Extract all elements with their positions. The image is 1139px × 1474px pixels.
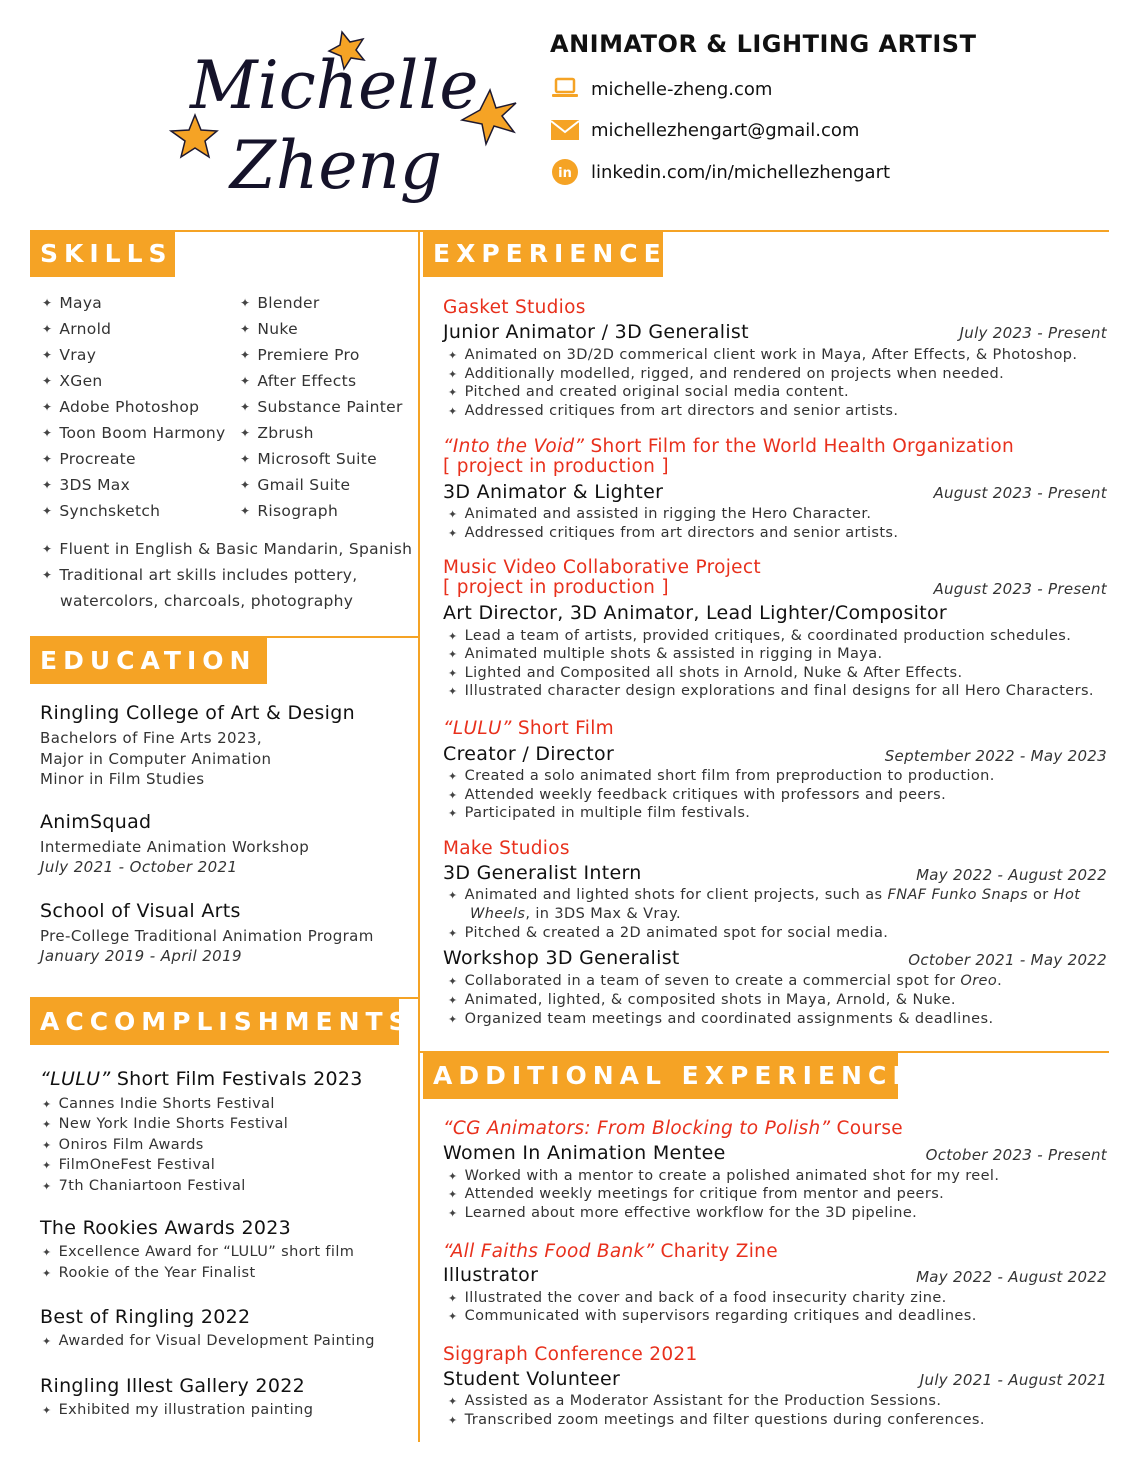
edu-line: Minor in Film Studies <box>40 770 205 788</box>
accomplishment-bullet: ✦ Excellence Award for “LULU” short film <box>42 1244 355 1260</box>
add-date: October 2023 - Present <box>925 1146 1107 1164</box>
add-role: Illustrator <box>443 1264 539 1286</box>
exp-org: Make Studios <box>443 838 570 859</box>
exp-org-status: [ project in production ] <box>443 577 669 598</box>
contact-linkedin-text[interactable]: linkedin.com/in/michellezhengart <box>591 161 891 183</box>
skill-item: ✦ Toon Boom Harmony <box>42 424 226 442</box>
add-bullet: ✦ Attended weekly meetings for critique from mentor and peers. <box>448 1186 945 1202</box>
skill-item: ✦ Microsoft Suite <box>240 450 377 468</box>
exp-date: September 2022 - May 2023 <box>884 747 1107 765</box>
handwritten-name-logo <box>160 20 525 210</box>
exp-role: Workshop 3D Generalist <box>443 947 680 969</box>
skill-item: ✦ XGen <box>42 372 103 390</box>
edu-line: Intermediate Animation Workshop <box>40 838 310 856</box>
accomplishment-title: “LULU” Short Film Festivals 2023 <box>40 1068 363 1090</box>
additional-heading: ADDITIONAL EXPERIENCE <box>423 1053 898 1099</box>
laptop-icon <box>550 74 580 104</box>
skill-extra: ✦ Fluent in English & Basic Mandarin, Spanish <box>42 540 413 558</box>
column-divider <box>418 230 420 1442</box>
exp-bullet: ✦ Pitched and created original social media content. <box>448 384 850 400</box>
exp-date: July 2023 - Present <box>959 324 1107 342</box>
contact-email[interactable] <box>550 115 859 145</box>
skill-item: ✦ Nuke <box>240 320 298 338</box>
edu-date: July 2021 - October 2021 <box>40 858 238 876</box>
accomplishment-bullet: ✦ New York Indie Shorts Festival <box>42 1116 289 1132</box>
exp-bullet: ✦ Lead a team of artists, provided critiques, & coordinated production schedules. <box>448 628 1072 644</box>
exp-org: “Into the Void” Short Film for the World Health Organization <box>443 436 1015 457</box>
experience-heading: EXPERIENCE <box>423 231 663 277</box>
education-heading: EDUCATION <box>30 638 267 684</box>
skills-heading: SKILLS <box>30 231 175 277</box>
edu-date: January 2019 - April 2019 <box>40 947 242 965</box>
skill-item: ✦ Zbrush <box>240 424 314 442</box>
exp-org: Music Video Collaborative Project <box>443 557 761 578</box>
edu-title: School of Visual Arts <box>40 900 241 922</box>
add-bullet: ✦ Learned about more effective workflow for the 3D pipeline. <box>448 1205 918 1221</box>
add-role: Women In Animation Mentee <box>443 1142 726 1164</box>
skill-extra: ✦ Traditional art skills includes pottery, <box>42 566 358 584</box>
exp-bullet: ✦ Illustrated character design explorations and final designs for all Hero Characters. <box>448 683 1094 699</box>
exp-bullet: ✦ Addressed critiques from art directors and senior artists. <box>448 525 899 541</box>
skill-extra-cont: watercolors, charcoals, photography <box>60 592 354 610</box>
accomplishment-title: Best of Ringling 2022 <box>40 1306 251 1328</box>
edu-line: Major in Computer Animation <box>40 750 272 768</box>
skill-item: ✦ Synchsketch <box>42 502 161 520</box>
edu-line: Bachelors of Fine Arts 2023, <box>40 729 263 747</box>
exp-bullet: ✦ Animated and lighted shots for client projects, such as FNAF Funko Snaps or Hot <box>448 887 1081 903</box>
exp-date: May 2022 - August 2022 <box>916 866 1107 884</box>
add-bullet: ✦ Illustrated the cover and back of a food insecurity charity zine. <box>448 1290 947 1306</box>
exp-bullet: ✦ Collaborated in a team of seven to create a commercial spot for Oreo. <box>448 973 1003 989</box>
exp-bullet: ✦ Animated on 3D/2D commerical client work in Maya, After Effects, & Photoshop. <box>448 347 1078 363</box>
svg-text:in: in <box>558 166 572 181</box>
contact-website-text[interactable]: michelle-zheng.com <box>591 78 773 100</box>
accomplishment-bullet: ✦ Cannes Indie Shorts Festival <box>42 1096 275 1112</box>
skill-item: ✦ Premiere Pro <box>240 346 360 364</box>
exp-role: Junior Animator / 3D Generalist <box>443 321 749 343</box>
edu-title: AnimSquad <box>40 811 152 833</box>
edu-line: Pre-College Traditional Animation Program <box>40 927 374 945</box>
accomplishment-bullet: ✦ Rookie of the Year Finalist <box>42 1265 256 1281</box>
exp-bullet: ✦ Organized team meetings and coordinated assignments & deadlines. <box>448 1011 994 1027</box>
skill-item: ✦ Adobe Photoshop <box>42 398 200 416</box>
exp-org: “LULU” Short Film <box>443 718 614 739</box>
skill-item: ✦ Substance Painter <box>240 398 403 416</box>
add-org: Siggraph Conference 2021 <box>443 1344 698 1365</box>
accomplishments-heading: ACCOMPLISHMENTS <box>30 999 399 1045</box>
accomplishment-bullet: ✦ Awarded for Visual Development Painting <box>42 1333 375 1349</box>
exp-bullet: ✦ Participated in multiple film festivals. <box>448 805 751 821</box>
skill-item: ✦ Risograph <box>240 502 339 520</box>
exp-bullet: ✦ Additionally modelled, rigged, and rendered on projects when needed. <box>448 366 1005 382</box>
exp-date: October 2021 - May 2022 <box>908 951 1107 969</box>
skill-item: ✦ Procreate <box>42 450 136 468</box>
envelope-icon <box>550 115 580 145</box>
logo-name-line1: Michelle <box>190 47 479 124</box>
exp-bullet-cont: Wheels, in 3DS Max & Vray. <box>470 906 682 922</box>
exp-date: August 2023 - Present <box>933 580 1107 598</box>
contact-email-text[interactable]: michellezhengart@gmail.com <box>591 119 860 141</box>
add-bullet: ✦ Transcribed zoom meetings and filter questions during conferences. <box>448 1412 985 1428</box>
skill-item: ✦ 3DS Max <box>42 476 131 494</box>
exp-date: August 2023 - Present <box>933 484 1107 502</box>
skill-item: ✦ Maya <box>42 294 103 312</box>
skill-item: ✦ After Effects <box>240 372 357 390</box>
contact-linkedin[interactable] <box>550 157 890 187</box>
add-date: May 2022 - August 2022 <box>916 1268 1107 1286</box>
add-org: “All Faiths Food Bank” Charity Zine <box>443 1241 778 1262</box>
add-bullet: ✦ Communicated with supervisors regarding critiques and deadlines. <box>448 1308 977 1324</box>
exp-org-status: [ project in production ] <box>443 456 669 477</box>
name-logo <box>160 20 525 210</box>
skill-item: ✦ Blender <box>240 294 320 312</box>
accomplishment-title: Ringling Illest Gallery 2022 <box>40 1375 305 1397</box>
exp-bullet: ✦ Created a solo animated short film from preproduction to production. <box>448 768 995 784</box>
edu-title: Ringling College of Art & Design <box>40 702 355 724</box>
exp-role: 3D Animator & Lighter <box>443 481 664 503</box>
exp-bullet: ✦ Animated and assisted in rigging the Hero Character. <box>448 506 872 522</box>
accomplishment-bullet: ✦ Exhibited my illustration painting <box>42 1402 314 1418</box>
accomplishment-bullet: ✦ 7th Chaniartoon Festival <box>42 1178 246 1194</box>
logo-name-line2: Zheng <box>230 127 443 204</box>
exp-org: Gasket Studios <box>443 297 586 318</box>
skill-item: ✦ Vray <box>42 346 97 364</box>
add-bullet: ✦ Worked with a mentor to create a polished animated shot for my reel. <box>448 1168 1000 1184</box>
exp-bullet: ✦ Animated multiple shots & assisted in rigging in Maya. <box>448 646 883 662</box>
skill-item: ✦ Arnold <box>42 320 112 338</box>
add-bullet: ✦ Assisted as a Moderator Assistant for the Production Sessions. <box>448 1393 942 1409</box>
accomplishment-bullet: ✦ Oniros Film Awards <box>42 1137 204 1153</box>
exp-role: 3D Generalist Intern <box>443 862 642 884</box>
exp-bullet: ✦ Addressed critiques from art directors and senior artists. <box>448 403 899 419</box>
accomplishment-title: The Rookies Awards 2023 <box>40 1217 292 1239</box>
job-title: ANIMATOR & LIGHTING ARTIST <box>550 30 977 58</box>
add-date: July 2021 - August 2021 <box>919 1371 1107 1389</box>
add-role: Student Volunteer <box>443 1368 621 1390</box>
add-org: “CG Animators: From Blocking to Polish” Course <box>443 1118 903 1139</box>
exp-role: Art Director, 3D Animator, Lead Lighter/Compositor <box>443 602 948 624</box>
contact-website[interactable] <box>550 74 772 104</box>
skill-item: ✦ Gmail Suite <box>240 476 351 494</box>
exp-bullet: ✦ Lighted and Composited all shots in Arnold, Nuke & After Effects. <box>448 665 963 681</box>
linkedin-icon <box>550 157 580 187</box>
accomplishment-bullet: ✦ FilmOneFest Festival <box>42 1157 216 1173</box>
exp-bullet: ✦ Pitched & created a 2D animated spot for social media. <box>448 925 889 941</box>
exp-bullet: ✦ Attended weekly feedback critiques with professors and peers. <box>448 787 947 803</box>
exp-bullet: ✦ Animated, lighted, & composited shots in Maya, Arnold, & Nuke. <box>448 992 956 1008</box>
exp-role: Creator / Director <box>443 743 615 765</box>
